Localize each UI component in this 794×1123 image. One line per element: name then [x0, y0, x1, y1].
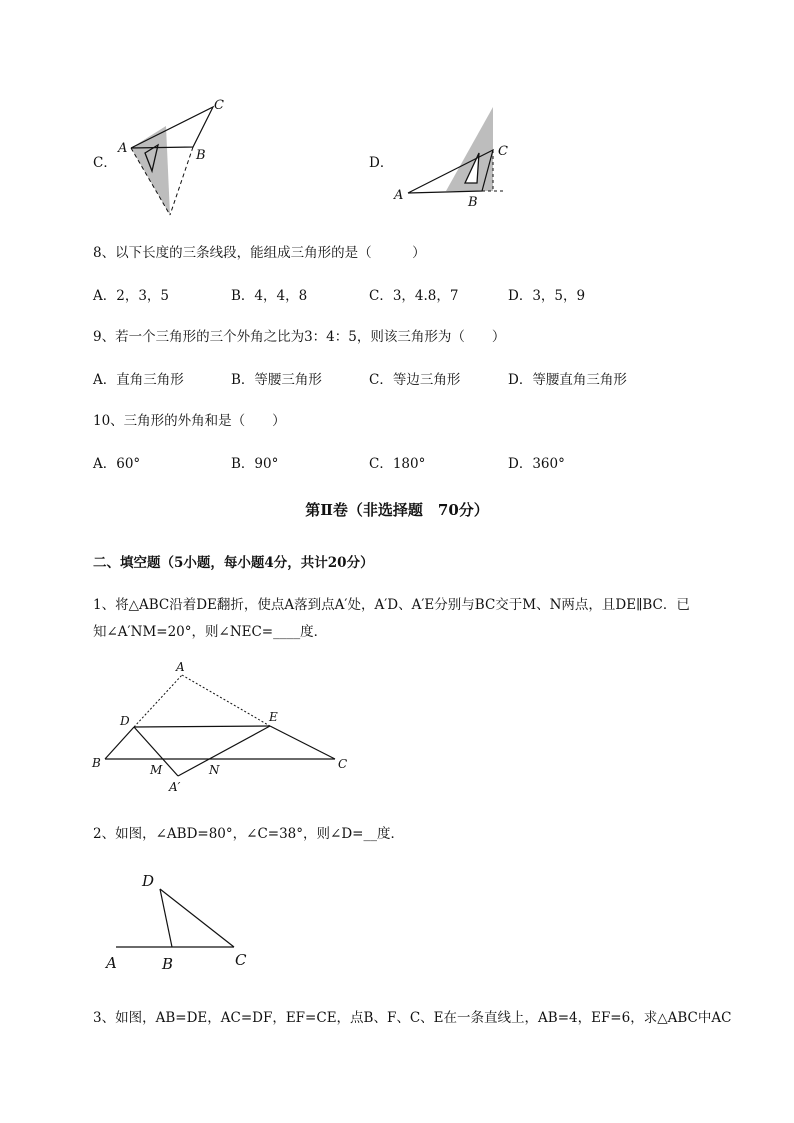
- point-a-label: A: [118, 141, 128, 156]
- q8-option-d: D．3，5，9: [508, 288, 586, 304]
- q7-option-d-label: D．: [369, 155, 394, 171]
- point-a-label: A: [176, 660, 185, 674]
- fill3-text: 3、如图，AB=DE，AC=DF，EF=CE，点B、F、C、E在一条直线上，AB=4，EF=6，求△ABC中AC: [93, 1010, 732, 1026]
- q9-text: 9、若一个三角形的三个外角之比为3：4：5，则该三角形为（ ）: [93, 329, 506, 345]
- point-m-label: M: [150, 763, 163, 777]
- point-c-label: C: [498, 144, 508, 159]
- dashed-line: [170, 147, 193, 215]
- point-d-label: D: [142, 872, 155, 890]
- q10-option-c: C．180°: [369, 456, 426, 472]
- segment-ea-prime: [178, 726, 270, 776]
- q9-option-b: B．等腰三角形: [231, 372, 322, 388]
- q10-option-d: D．360°: [508, 456, 565, 472]
- q8-text: 8、以下长度的三条线段，能组成三角形的是（ ）: [93, 245, 426, 261]
- q7-option-c-label: C．: [93, 155, 117, 171]
- fill1-figure: [88, 655, 368, 800]
- fill1-text-line2: 知∠A′NM=20°，则∠NEC=____度．: [93, 624, 328, 640]
- q7-figure-c: [110, 95, 230, 225]
- point-a-label: A: [106, 954, 117, 972]
- section-heading: 二、填空题（5小题，每小题4分，共计20分）: [93, 555, 374, 571]
- fill2-figure: [100, 865, 270, 980]
- segment-dc: [160, 889, 234, 947]
- point-e-label: E: [269, 710, 278, 724]
- segment-de: [134, 726, 270, 727]
- point-a-prime-label: A′: [169, 780, 181, 794]
- point-n-label: N: [209, 763, 220, 777]
- point-d-label: D: [120, 714, 130, 728]
- point-b-label: B: [92, 756, 101, 770]
- shaded-triangle: [131, 126, 170, 215]
- point-c-label: C: [214, 98, 224, 113]
- q8-option-a: A．2，3，5: [93, 288, 170, 304]
- point-b-label: B: [162, 955, 174, 973]
- segment-bd: [105, 727, 134, 759]
- dotted-line: [182, 675, 270, 726]
- q10-option-a: A．60°: [93, 456, 141, 472]
- q8-option-b: B．4，4，8: [231, 288, 308, 304]
- point-c-label: C: [235, 951, 247, 969]
- q8-option-c: C．3，4.8，7: [369, 288, 459, 304]
- part2-title: 第Ⅱ卷（非选择题 70分）: [305, 501, 489, 519]
- q9-option-d: D．等腰直角三角形: [508, 372, 627, 388]
- triangle-abc: [131, 107, 213, 148]
- fill2-text: 2、如图，∠ABD=80°，∠C=38°，则∠D=__度．: [93, 826, 404, 842]
- point-b-label: B: [196, 148, 206, 163]
- point-a-label: A: [394, 188, 404, 203]
- fill1-text-line1: 1、将△ABC沿着DE翻折，使点A落到点A′处，A′D、A′E分别与BC交于M、N两点，且DE∥BC．已: [93, 597, 690, 613]
- q9-option-c: C．等边三角形: [369, 372, 461, 388]
- segment-ec: [270, 726, 335, 759]
- dotted-line: [134, 675, 182, 727]
- q10-option-b: B．90°: [231, 456, 279, 472]
- point-c-label: C: [338, 757, 348, 771]
- q9-option-a: A．直角三角形: [93, 372, 184, 388]
- q7-figure-d: [390, 105, 520, 215]
- q10-text: 10、三角形的外角和是（ ）: [93, 413, 286, 429]
- point-b-label: B: [468, 195, 478, 210]
